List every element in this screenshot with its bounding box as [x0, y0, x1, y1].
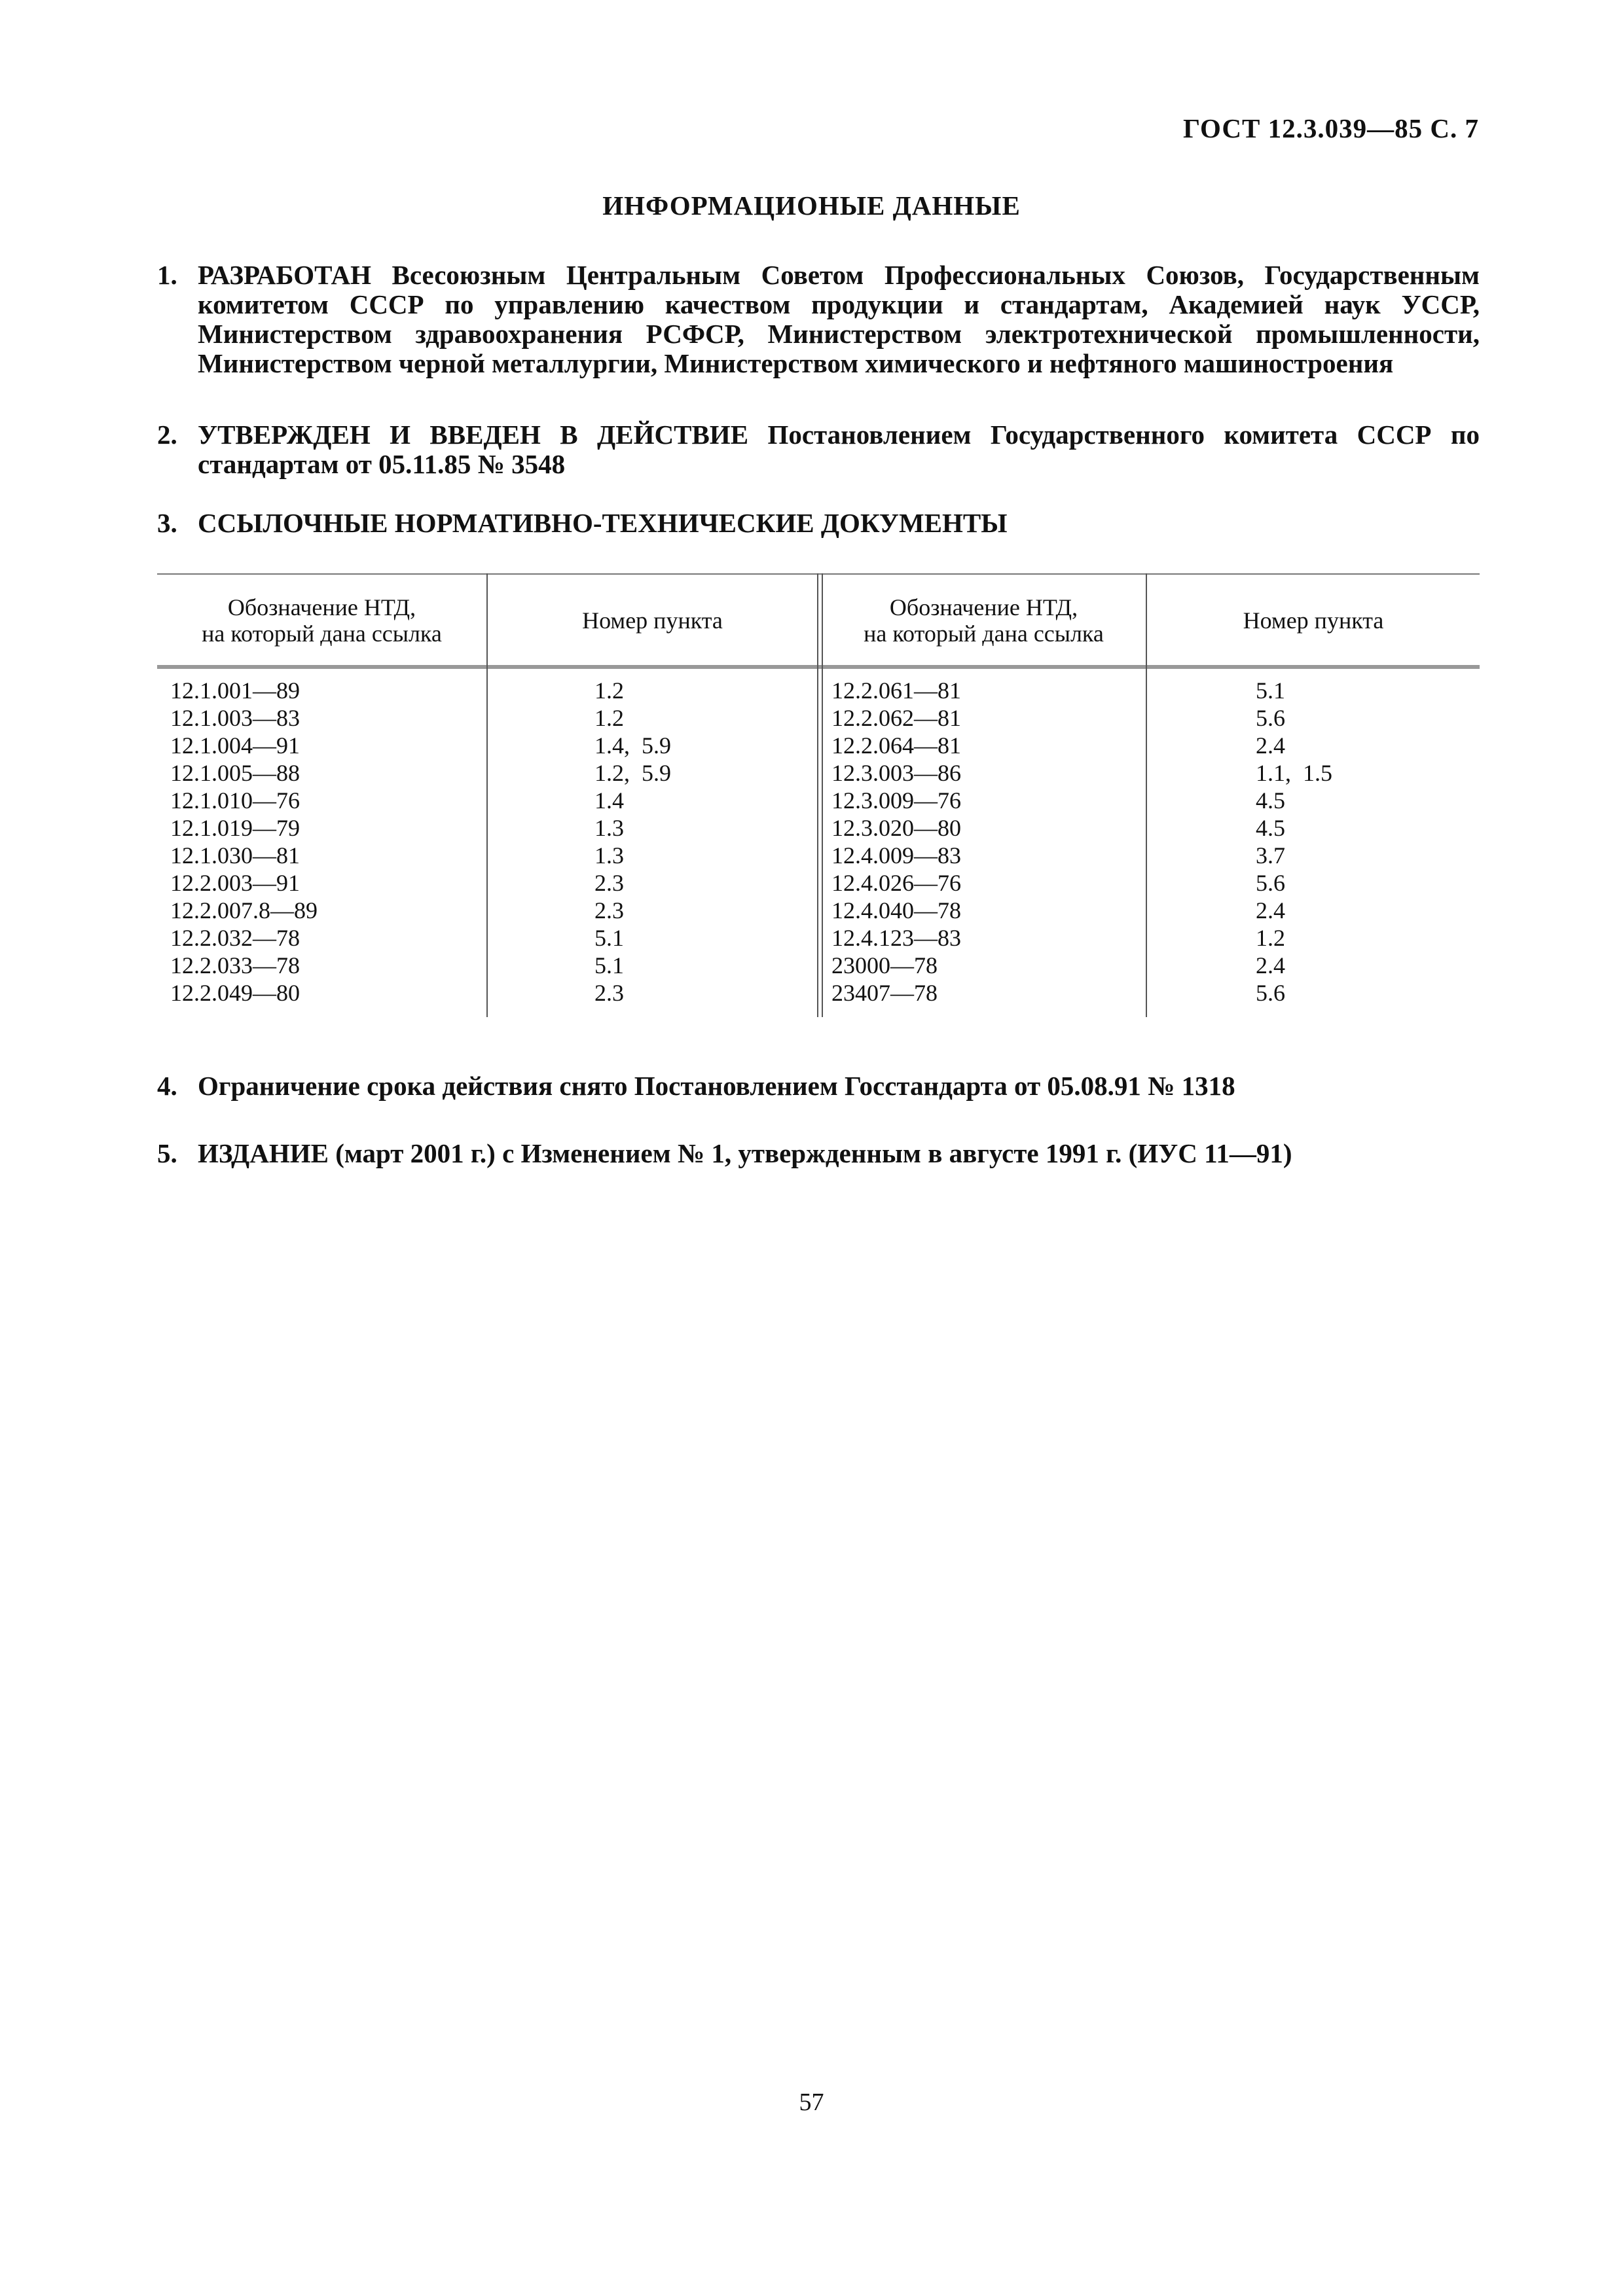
cell-designation: 23000—78 [831, 952, 938, 978]
page-number: 57 [799, 2089, 824, 2116]
cell-designation: 12.1.003—83 [170, 705, 300, 731]
cell-point: 5.6 [1256, 870, 1285, 896]
item-number: 1. [157, 260, 177, 290]
item-number: 3. [157, 508, 177, 538]
cell-point: 5.6 [1256, 980, 1285, 1006]
column-header-point: Номер пункта [582, 607, 723, 634]
item-line: комитетом СССР по управлению качеством продукции и стандартам, Академией наук УССР, [198, 289, 1480, 319]
cell-designation: 12.1.030—81 [170, 842, 300, 869]
cell-point: 2.3 [594, 980, 624, 1006]
cell-point: 4.5 [1256, 815, 1285, 841]
cell-designation: 12.2.033—78 [170, 952, 300, 978]
cell-point: 1.2 [594, 705, 624, 731]
cell-point: 2.4 [1256, 732, 1285, 759]
cell-designation: 12.3.020—80 [831, 815, 961, 841]
left-designation-column [170, 677, 318, 1007]
document-reference: ГОСТ 12.3.039—85 С. 7 [1182, 113, 1479, 143]
cell-point: 3.7 [1256, 842, 1285, 869]
cell-point: 5.1 [594, 952, 624, 978]
section-term-limit [157, 1071, 1480, 1101]
item-text: ИЗДАНИЕ (март 2001 г.) с Изменением № 1, утвержденным в августе 1991 г. (ИУС 11—91) [198, 1138, 1292, 1168]
cell-designation: 12.2.007.8—89 [170, 897, 318, 924]
cell-point: 2.3 [594, 897, 624, 924]
cell-designation: 12.3.003—86 [831, 760, 961, 786]
cell-designation: 12.2.064—81 [831, 732, 961, 759]
cell-point: 1.3 [594, 815, 624, 841]
cell-designation: 12.2.049—80 [170, 980, 300, 1006]
cell-point: 5.6 [1256, 705, 1285, 731]
item-line: Министерством черной металлургии, Министерством химического и нефтяного машиностроения [198, 348, 1394, 378]
cell-designation: 12.1.004—91 [170, 732, 300, 759]
section-approved [157, 420, 1480, 479]
cell-designation: 12.4.009—83 [831, 842, 961, 869]
cell-designation: 23407—78 [831, 980, 938, 1006]
cell-designation: 12.3.009—76 [831, 787, 961, 814]
reference-table [157, 573, 1480, 1018]
column-header-designation [822, 594, 1146, 647]
cell-designation: 12.4.123—83 [831, 925, 961, 951]
cell-designation: 12.2.061—81 [831, 677, 961, 704]
cell-designation: 12.1.005—88 [170, 760, 300, 786]
cell-designation: 12.2.032—78 [170, 925, 300, 951]
cell-designation: 12.1.019—79 [170, 815, 300, 841]
right-point-column [1256, 677, 1332, 1007]
section-developed-by [157, 260, 1480, 378]
item-number: 4. [157, 1071, 177, 1101]
left-point-column [594, 677, 671, 1007]
cell-point: 1.2 [594, 677, 624, 704]
cell-designation: 12.1.001—89 [170, 677, 300, 704]
cell-point: 1.4, 5.9 [594, 732, 671, 759]
item-line: РАЗРАБОТАН Всесоюзным Центральным Советом Профессиональных Союзов, Государственным [198, 260, 1480, 290]
item-line: Министерством здравоохранения РСФСР, Министерством электротехнической промышленности, [198, 319, 1480, 349]
cell-point: 1.4 [594, 787, 624, 814]
item-number: 5. [157, 1138, 177, 1168]
cell-point: 2.4 [1256, 897, 1285, 924]
item-text: Ограничение срока действия снято Постановлением Госстандарта от 05.08.91 № 1318 [198, 1071, 1235, 1101]
item-heading: ССЫЛОЧНЫЕ НОРМАТИВНО-ТЕХНИЧЕСКИЕ ДОКУМЕНТЫ [198, 508, 1008, 538]
table-column-divider [1146, 573, 1147, 1017]
section-references [157, 509, 1480, 538]
cell-designation: 12.4.040—78 [831, 897, 961, 924]
cell-point: 1.3 [594, 842, 624, 869]
cell-point: 1.2, 5.9 [594, 760, 671, 786]
cell-designation: 12.2.062—81 [831, 705, 961, 731]
header-line: Обозначение НТД, [227, 594, 416, 620]
cell-designation: 12.4.026—76 [831, 870, 961, 896]
cell-point: 4.5 [1256, 787, 1285, 814]
page-title: ИНФОРМАЦИОНЫЕ ДАННЫЕ [602, 190, 1021, 221]
column-header-designation [157, 594, 486, 647]
header-line: на который дана ссылка [202, 620, 442, 647]
section-edition [157, 1139, 1480, 1168]
item-line: стандартам от 05.11.85 № 3548 [198, 449, 566, 479]
cell-point: 1.1, 1.5 [1256, 760, 1332, 786]
right-designation-column [831, 677, 961, 1007]
cell-designation: 12.1.010—76 [170, 787, 300, 814]
item-number: 2. [157, 420, 177, 450]
cell-point: 5.1 [594, 925, 624, 951]
header-line: на который дана ссылка [864, 620, 1104, 647]
table-column-divider [486, 573, 488, 1017]
cell-point: 2.4 [1256, 952, 1285, 978]
cell-designation: 12.2.003—91 [170, 870, 300, 896]
column-header-point: Номер пункта [1243, 607, 1384, 634]
header-line: Обозначение НТД, [889, 594, 1078, 620]
cell-point: 1.2 [1256, 925, 1285, 951]
cell-point: 2.3 [594, 870, 624, 896]
item-line: УТВЕРЖДЕН И ВВЕДЕН В ДЕЙСТВИЕ Постановлением Государственного комитета СССР по [198, 420, 1480, 450]
cell-point: 5.1 [1256, 677, 1285, 704]
